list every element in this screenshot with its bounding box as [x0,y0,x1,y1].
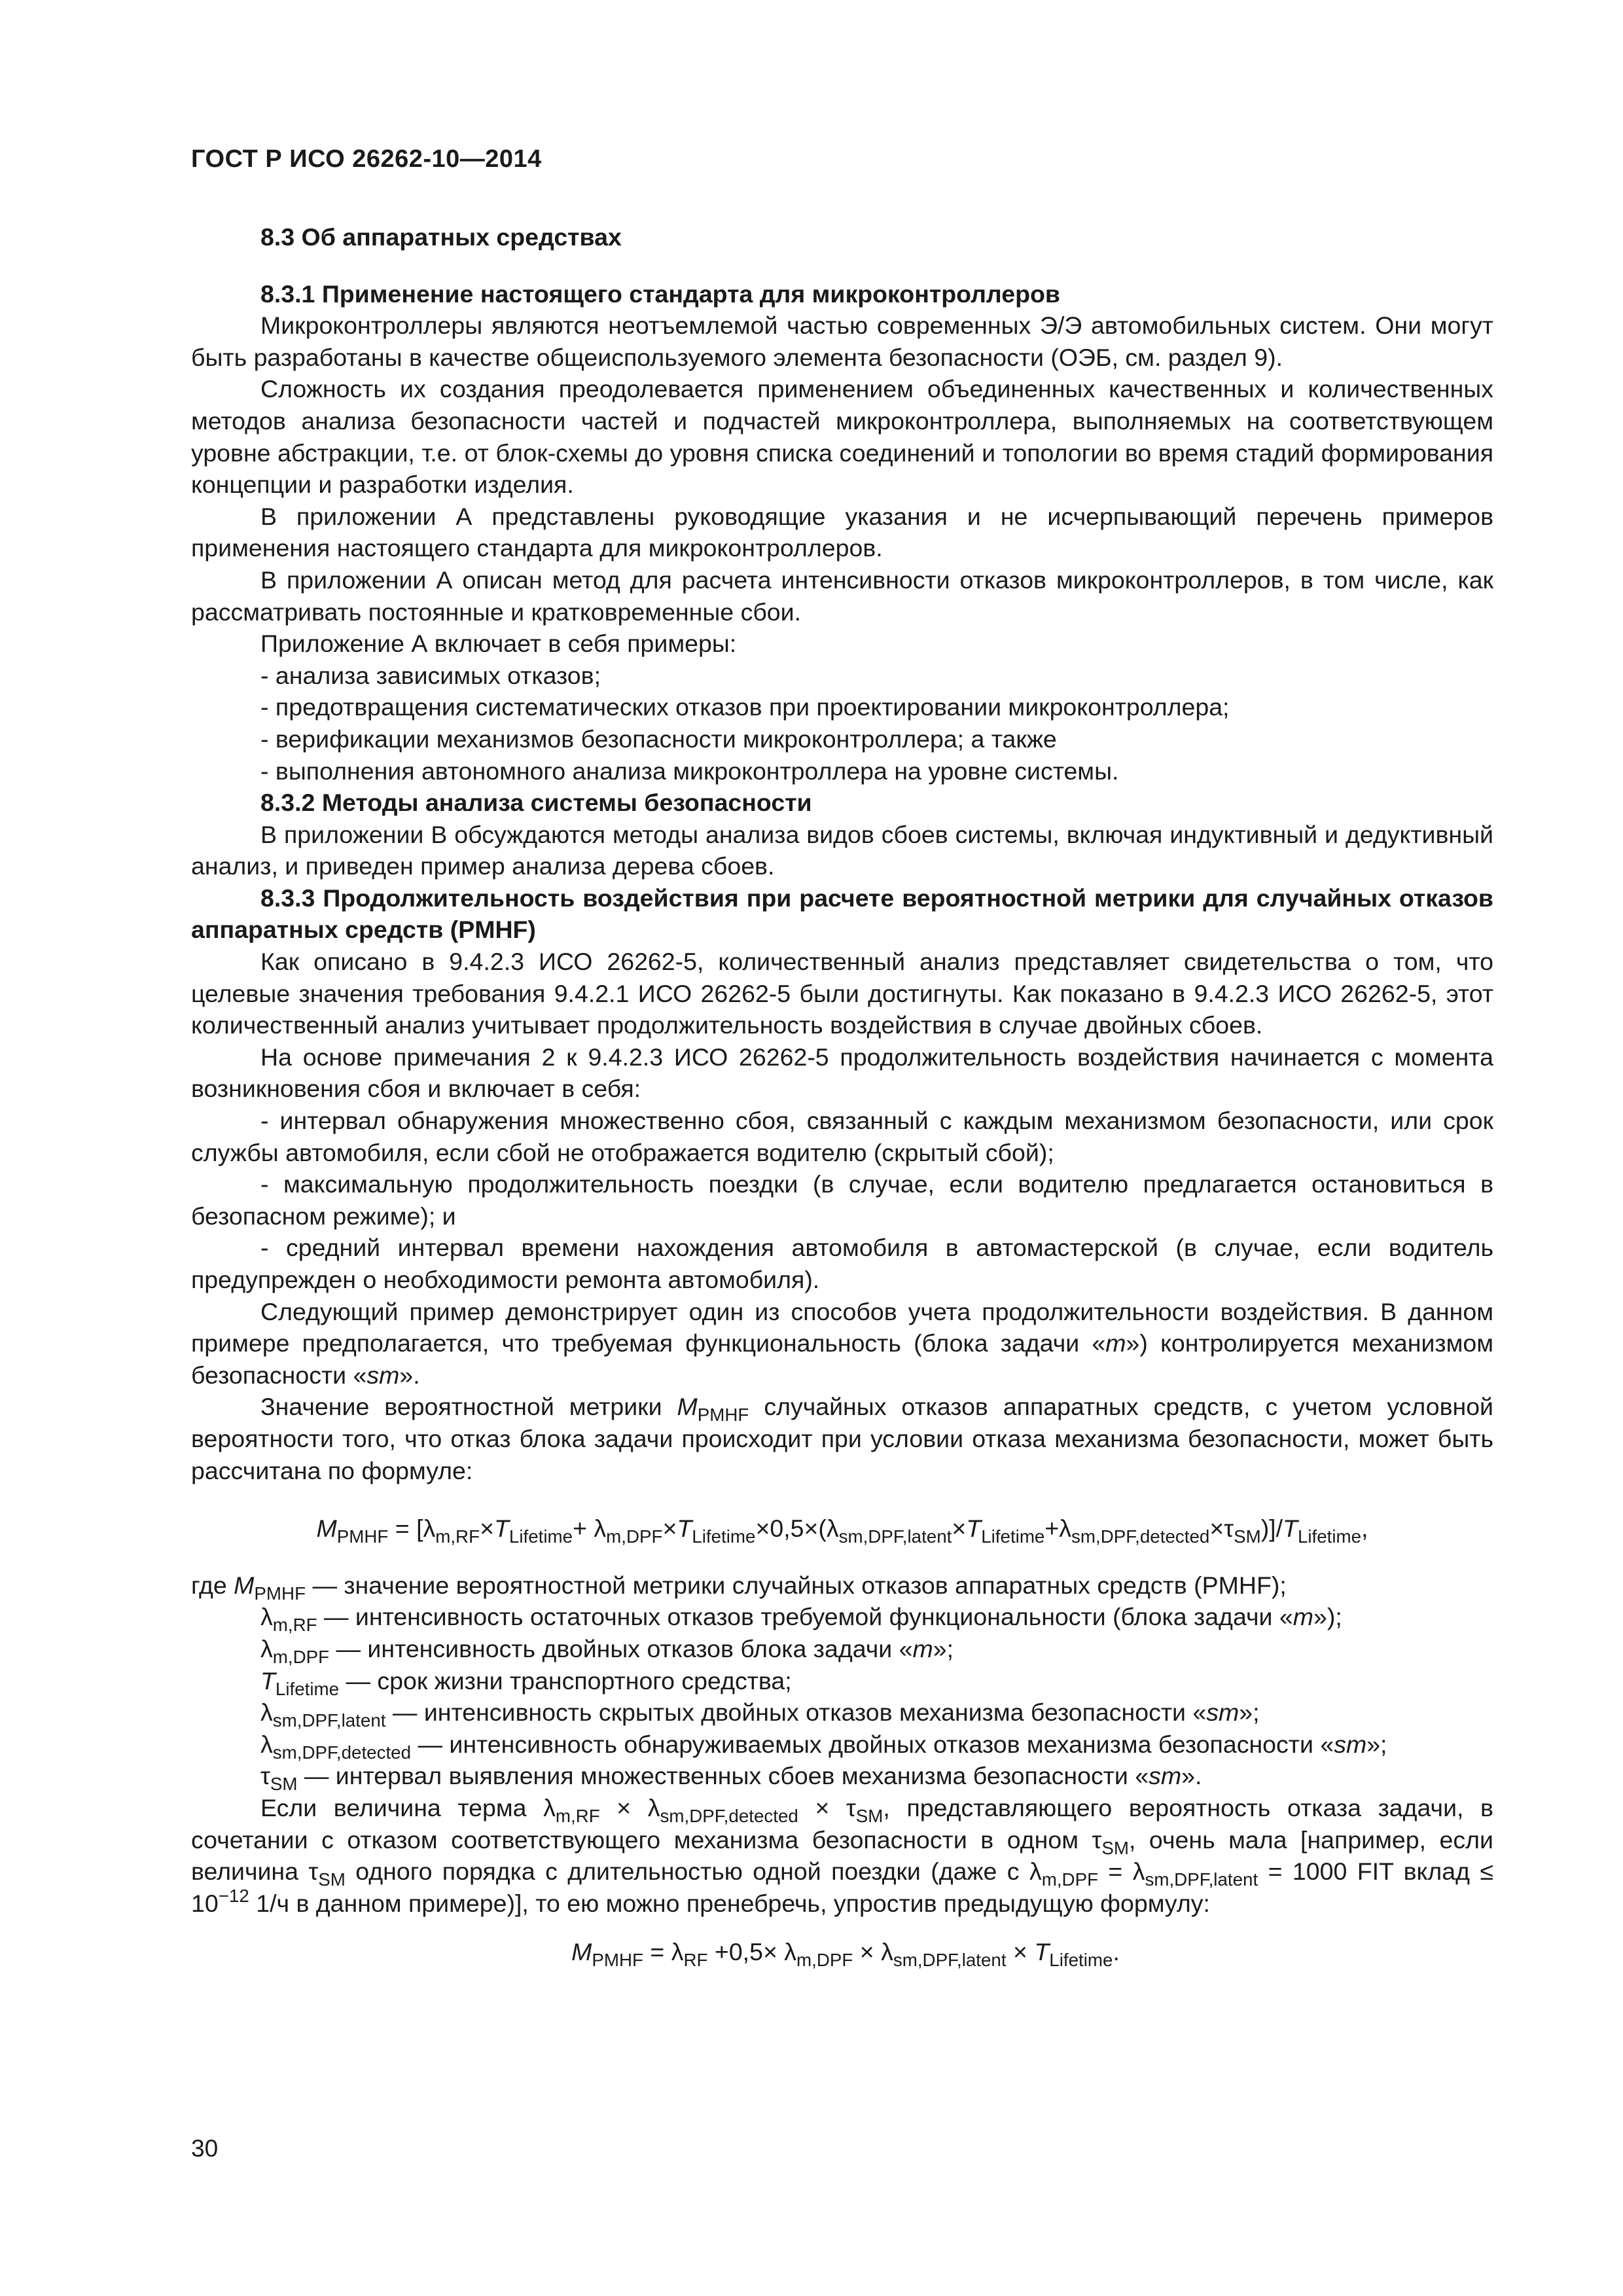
paragraph: Значение вероятностной метрики $M_{PMHF}$ случайных отказов аппаратных средств, с учетом условной вероятности того, что отказ блока задачи происходит при условии отказа механизма безопасности, может быть рассчитана по формуле: [191,1393,1494,1484]
paragraph: В приложении А представлены руководящие указания и не исчерпывающий перечень примеров применения настоящего стандарта для микроконтроллеров. [191,502,1493,562]
paragraph: Как описано в 9.4.2.3 ИСО 26262-5, количественный анализ представляет свидетельства о том, что целевые значения требования 9.4.2.1 ИСО 26262-5 были достигнуты. Как показано в 9.4.2.3 ИСО 26262-5, этот количественный анализ учитывает продолжительность воздействия в случае двойных сбоев. [191,948,1493,1039]
section-8-3-3-heading: 8.3.3 Продолжительность воздействия при расчете вероятностной метрики для случайных отказов аппаратных средств (PMHF) [191,884,1493,944]
list-item: - средний интервал времени нахождения автомобиля в автомастерской (в случае, если водитель предупрежден о необходимости ремонта автомобиля). [191,1234,1493,1293]
legend-item: $T_{Lifetime}$ — срок жизни транспортного средства; [260,1666,792,1699]
paragraph: Если величина терма $\lambda_{m,RF} \times \lambda_{sm,DPF,detected} \times \tau_{SM}$, представляющего вероятность отказа задачи, в сочетании с отказом соответствующего механизма безопасности в одном $\tau_{SM}$, очень мала [например, если величина $\tau_{SM}$ одного порядка с длительностью одной поездки (даже с $\lambda_{m,DPF} = \lambda_{sm,DPF,latent} = 1000$ FIT вклад ≤ $10^{-12}$ 1/ч в данном примере)], то ею можно пренебречь, упростив предыдущую формулу: [191,1793,1493,1917]
legend-item: $\tau_{SM}$ — интервал выявления множественных сбоев механизма безопасности «sm». [260,1762,1202,1795]
legend-item: $\lambda_{sm,DPF,latent}$ — интенсивность скрытых двойных отказов механизма безопасности «sm»; [260,1698,1260,1731]
legend-item: $\lambda_{sm,DPF,detected}$ — интенсивность обнаруживаемых двойных отказов механизма безопасности «sm»; [260,1730,1387,1763]
paragraph: На основе примечания 2 к 9.4.2.3 ИСО 26262-5 продолжительность воздействия начинается с момента возникновения сбоя и включает в себя: [191,1043,1493,1103]
legend-item: где $M_{PMHF}$ — значение вероятностной метрики случайных отказов аппаратных средств (PMHF); [191,1571,1287,1604]
list-item: - выполнения автономного анализа микроконтроллера на уровне системы. [260,757,1119,785]
list-item: - верификации механизмов безопасности микроконтроллера; а также [260,725,1057,753]
section-8-3-heading: 8.3 Об аппаратных средствах [260,223,622,251]
simplified-pmhf-formula: $M_{PMHF} = \lambda_{RF} +0,5\times \lambda_{m,DPF} \times \lambda_{sm,DPF,latent} \times T_{Lifetime}$. [571,1938,1120,1971]
paragraph: Следующий пример демонстрирует один из способов учета продолжительности воздействия. В данном примере предполагается, что требуемая функциональность (блока задачи «m») контролируется механизмом безопасности «sm». [191,1297,1493,1389]
section-8-3-2-heading: 8.3.2 Методы анализа системы безопасности [260,789,812,817]
list-item: - предотвращения систематических отказов при проектировании микроконтроллера; [260,693,1230,721]
page-number: 30 [191,2135,219,2162]
standard-header: ГОСТ Р ИСО 26262-10—2014 [191,145,542,173]
list-item: - анализа зависимых отказов; [260,661,601,689]
legend-item: $\lambda_{m,DPF}$ — интенсивность двойных отказов блока задачи «m»; [260,1634,954,1667]
paragraph: Микроконтроллеры являются неотъемлемой частью современных Э/Э автомобильных систем. Они могут быть разработаны в качестве общеиспользуемого элемента безопасности (ОЭБ, см. раздел 9). [191,312,1493,371]
paragraph: В приложении А описан метод для расчета интенсивности отказов микроконтроллеров, в том числе, как рассматривать постоянные и кратковременные сбои. [191,565,1493,626]
list-item: - максимальную продолжительность поездки (в случае, если водителю предлагается остановиться в безопасном режиме); и [191,1170,1493,1230]
paragraph: Сложность их создания преодолевается применением объединенных качественных и количественных методов анализа безопасности частей и подчастей микроконтроллера, выполняемых на соответствующем уровне абстракции, т.е. от блок-схемы до уровня списка соединений и топологии во время стадий формирования концепции и разработки изделия. [191,375,1493,499]
page-body [191,221,1494,1971]
legend-item: $\lambda_{m,RF}$ — интенсивность остаточных отказов требуемой функциональности (блока задачи «m»); [260,1603,1342,1636]
list-item: - интервал обнаружения множественно сбоя, связанный с каждым механизмом безопасности, или срок службы автомобиля, если сбой не отображается водителю (скрытый сбой); [191,1107,1493,1166]
paragraph: Приложение А включает в себя примеры: [260,630,737,658]
paragraph: В приложении В обсуждаются методы анализа видов сбоев системы, включая индуктивный и дедуктивный анализ, и приведен пример анализа дерева сбоев. [191,820,1493,880]
formula-legend [191,1570,1493,1795]
section-8-3-1-heading: 8.3.1 Применение настоящего стандарта для микроконтроллеров [260,279,1060,308]
pmhf-formula: $M_{PMHF} = [\lambda_{m,RF}\times T_{Lifetime}+ \lambda_{m,DPF}\times T_{Lifetime}\times 0,5\times(\lambda_{sm,DPF,latent}\times T_{Lifetime}+\lambda_{sm,DPF,detected}\times\tau_{SM})]/T_{Lifetime}$, [316,1515,1368,1547]
